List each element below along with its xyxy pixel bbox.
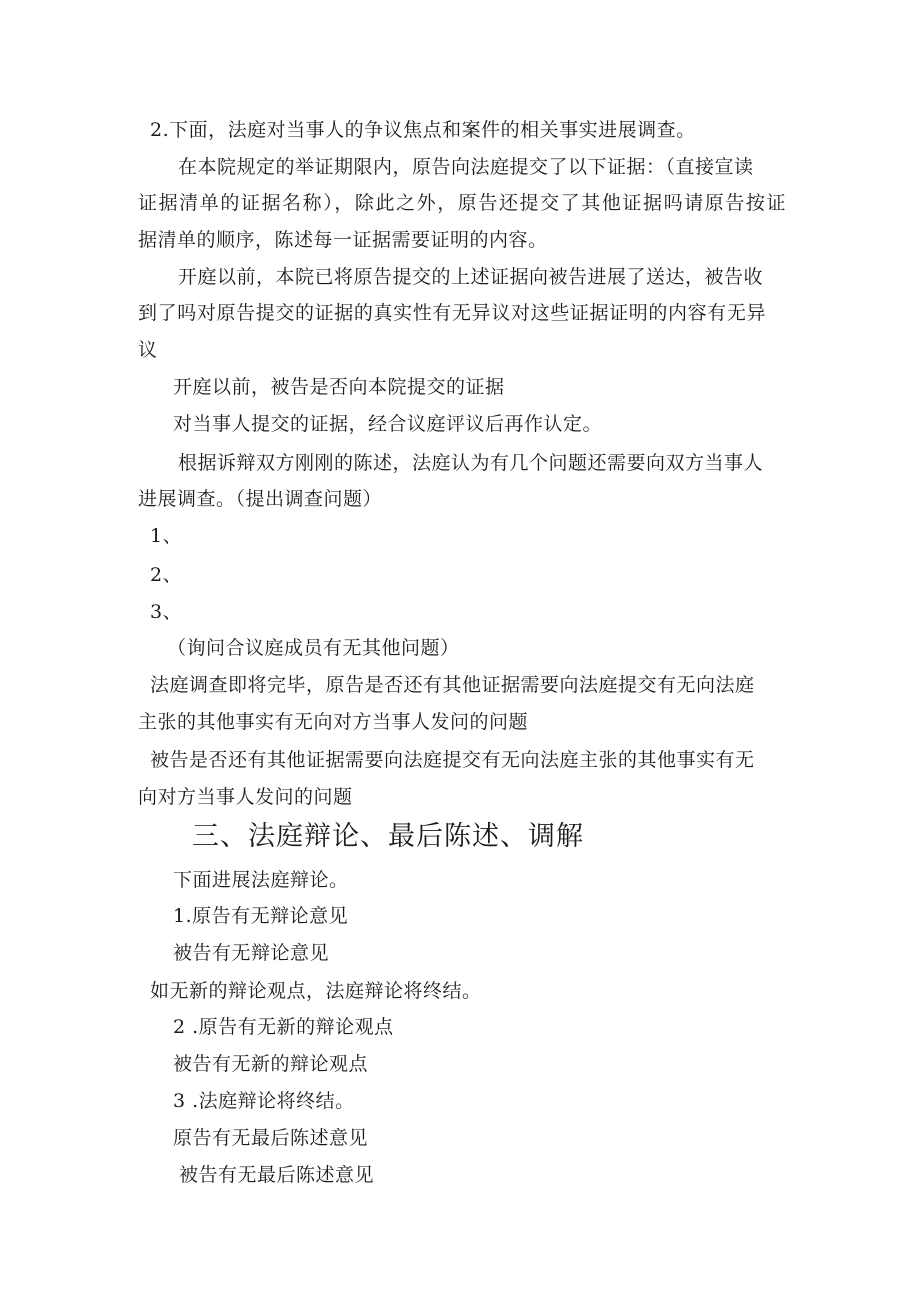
paragraph-line: 开庭以前，被告是否向本院提交的证据 — [173, 376, 505, 398]
paragraph-line: 被告有无辩论意见 — [173, 942, 330, 964]
paragraph-line: 3 .法庭辩论将终结。 — [173, 1090, 355, 1112]
paragraph-line: 向对方当事人发问的问题 — [138, 786, 353, 808]
paragraph-line: 对当事人提交的证据，经合议庭评议后再作认定。 — [173, 413, 603, 435]
paragraph-line: 2 .原告有无新的辩论观点 — [173, 1016, 394, 1038]
paragraph-line: 在本院规定的举证期限内，原告向法庭提交了以下证据：（直接宣读 — [178, 156, 754, 178]
list-number: 2、 — [150, 564, 183, 586]
paragraph-line: 1.原告有无辩论意见 — [173, 905, 349, 927]
list-number: 1、 — [150, 525, 183, 547]
paragraph-line: 被告有无最后陈述意见 — [179, 1164, 375, 1186]
paragraph-line: 证据清单的证据名称），除此之外，原告还提交了其他证据吗请原告按证 — [138, 192, 786, 214]
list-number: 3、 — [150, 601, 183, 623]
paragraph-line: 根据诉辩双方刚刚的陈述，法庭认为有几个问题还需要向双方当事人 — [178, 452, 764, 474]
paragraph-line: 主张的其他事实有无向对方当事人发问的问题 — [138, 711, 529, 733]
paragraph-line: 下面进展法庭辩论。 — [173, 869, 349, 891]
paragraph-line: 议 — [138, 339, 158, 361]
paragraph-line: 进展调查。（提出调查问题） — [138, 488, 383, 510]
paragraph-line: 法庭调查即将完毕，原告是否还有其他证据需要向法庭提交有无向法庭 — [150, 674, 755, 696]
paragraph-line: （询问合议庭成员有无其他问题） — [167, 637, 460, 659]
paragraph-line: 据清单的顺序，陈述每一证据需要证明的内容。 — [138, 229, 548, 251]
paragraph-line: 被告是否还有其他证据需要向法庭提交有无向法庭主张的其他事实有无 — [150, 749, 755, 771]
paragraph-line: 开庭以前，本院已将原告提交的上述证据向被告进展了送达，被告收 — [178, 266, 764, 288]
paragraph-line: 2.下面，法庭对当事人的争议焦点和案件的相关事实进展调查。 — [150, 119, 696, 141]
paragraph-line: 原告有无最后陈述意见 — [173, 1127, 369, 1149]
paragraph-line: 如无新的辩论观点，法庭辩论将终结。 — [150, 980, 482, 1002]
section-heading: 三、法庭辩论、最后陈述、调解 — [192, 821, 584, 852]
paragraph-line: 被告有无新的辩论观点 — [173, 1053, 369, 1075]
paragraph-line: 到了吗对原告提交的证据的真实性有无异议对这些证据证明的内容有无异 — [138, 302, 766, 324]
